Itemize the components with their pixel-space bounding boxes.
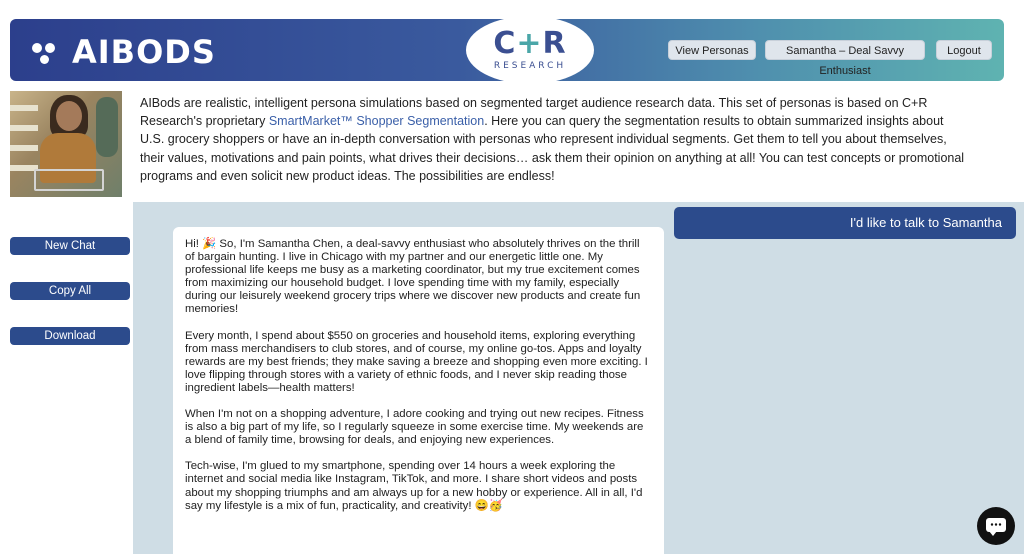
cr-research-logo: [466, 16, 594, 84]
brand-sub: RESEARCH: [493, 61, 567, 71]
bot-paragraph: Every month, I spend about $550 on groceries and household items, exploring everything from mass merchandisers to club stores, and of course, my online go-tos. Apps and loyalty rewards are my best friends; they make saving a breeze and shopping even more exciting. I love flipping through stores with a variety of ethnic foods, and I never skip reading those ingredient labels—health matters!: [185, 329, 648, 394]
header-banner: [10, 19, 1004, 81]
persona-photo: [10, 91, 122, 197]
aibods-logo: [32, 33, 216, 71]
bot-paragraph: Hi! 🎉 So, I'm Samantha Chen, a deal-savvy enthusiast who absolutely thrives on the thrill of bargain hunting. I live in Chicago with my partner and our energetic little one. My professional life keeps me busy as a marketing coordinator, but my true excitement comes from maximizing our household budget. I love spending time with my family, especially during our leisurely weekend grocery trips where we discover new products and create fun memories!: [185, 238, 641, 316]
download-button[interactable]: Download: [10, 327, 130, 345]
logout-button[interactable]: Logout: [936, 40, 992, 60]
bot-message: [173, 227, 664, 554]
sidebar: [0, 202, 133, 554]
bot-paragraph: When I'm not on a shopping adventure, I adore cooking and trying out new recipes. Fitness is also a big part of my life, so I regularly squeeze in some exercise time. My weekends are a blend of family time, browsing for deals, and enjoying new experiences.: [185, 408, 644, 447]
intro-text: AIBods are realistic, intelligent persona simulations based on segmented target audience research data. This set of personas is based on C+R Research's proprietary SmartMarket™ Shopper Segmentation. Here you can query the segmentation results to obtain summarized insights about U.S. grocery shoppers or have an in-depth conversation with personas who represent individual segments. Get them to tell you about themselves, their values, motivations and pain points, what drives their decisions… ask them their opinion on anything at all! You can test concepts or promotional programs and even solicit new product ideas. The possibilities are endless!: [140, 96, 965, 183]
logo-text: AIBODS: [72, 33, 216, 71]
brand-main: C+R: [493, 26, 567, 61]
logo-dots-icon: [32, 38, 66, 66]
chat-bubble-icon[interactable]: [977, 507, 1015, 545]
persona-select-button[interactable]: Samantha – Deal Savvy Enthusiast: [765, 40, 925, 60]
smartmarket-link[interactable]: SmartMarket™ Shopper Segmentation: [268, 114, 485, 129]
copy-all-button[interactable]: Copy All: [10, 282, 130, 300]
bot-paragraph: Tech-wise, I'm glued to my smartphone, spending over 14 hours a week exploring the internet and social media like Instagram, TikTok, and more. I share short videos and posts about my shopping triumphs and am always up for a new hobby or experience. All in all, I'd say my lifestyle is a mix of fun, practicality, and creativity! 😄🥳: [185, 460, 643, 512]
view-personas-button[interactable]: View Personas: [668, 40, 756, 60]
new-chat-button[interactable]: New Chat: [10, 237, 130, 255]
user-message: I'd like to talk to Samantha: [674, 207, 1016, 239]
